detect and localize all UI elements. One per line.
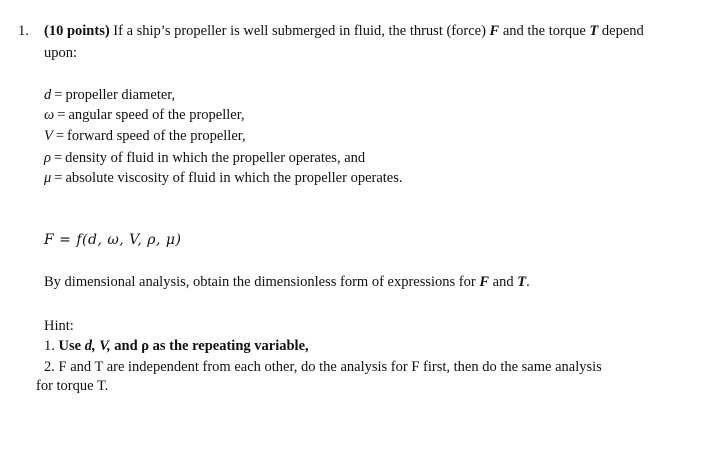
variable-symbol: ω	[44, 107, 55, 123]
variable-symbol: μ	[44, 170, 52, 186]
torque-symbol: T	[517, 274, 527, 290]
variable-item-d	[44, 86, 175, 104]
points-label: (10 points)	[44, 23, 110, 39]
variable-symbol: ρ	[44, 150, 51, 166]
variable-description: angular speed of the propeller,	[68, 107, 245, 123]
problem-number: 1.	[18, 23, 29, 39]
equals-sign: =	[54, 170, 63, 186]
variable-item-v	[44, 127, 246, 145]
variable-item-omega	[44, 106, 245, 124]
hint-item-2: 2. F and T are independent from each other, do the analysis for F first, then do the same analysis	[44, 359, 602, 375]
hint-item-1	[44, 337, 309, 355]
task-end: .	[526, 274, 530, 290]
task-and: and	[489, 274, 518, 290]
torque-symbol: T	[589, 23, 599, 39]
thrust-symbol: F	[489, 23, 500, 39]
variable-description: propeller diameter,	[65, 87, 176, 103]
hint-item-1-vars: d, V,	[84, 338, 111, 354]
intro-text-a: If a ship’s propeller is well submerged in fluid, the thrust (force)	[109, 23, 490, 39]
problem-intro-line	[44, 22, 644, 40]
hint-item-1-bold-b: and ρ as the repeating variable,	[110, 338, 309, 354]
variable-item-rho	[44, 149, 365, 167]
variable-description: forward speed of the propeller,	[67, 128, 246, 144]
variable-description: density of fluid in which the propeller operates, and	[65, 150, 366, 166]
equals-sign: =	[53, 150, 63, 166]
task-text: By dimensional analysis, obtain the dimensionless form of expressions for	[44, 274, 480, 290]
task-statement	[44, 273, 530, 291]
variable-symbol: d	[44, 87, 52, 103]
hint-item-1-bold-a: Use	[58, 338, 85, 354]
functional-relation-formula: F = f(d, ω, V, ρ, μ)	[44, 232, 182, 248]
thrust-symbol: F	[479, 274, 490, 290]
problem-intro-continuation: upon:	[44, 45, 78, 61]
equals-sign: =	[54, 87, 63, 103]
hint-label: Hint:	[44, 318, 74, 334]
intro-text-b: and the torque	[499, 23, 590, 39]
hint-item-number: 1.	[44, 338, 59, 354]
hint-item-2-continuation: for torque T.	[36, 378, 109, 394]
variable-description: absolute viscosity of fluid in which the propeller operates.	[65, 170, 403, 186]
intro-text-c: depend	[598, 23, 644, 39]
variable-item-mu	[44, 169, 403, 187]
variable-symbol: V	[44, 128, 53, 144]
equals-sign: =	[55, 128, 65, 144]
equals-sign: =	[57, 107, 66, 123]
